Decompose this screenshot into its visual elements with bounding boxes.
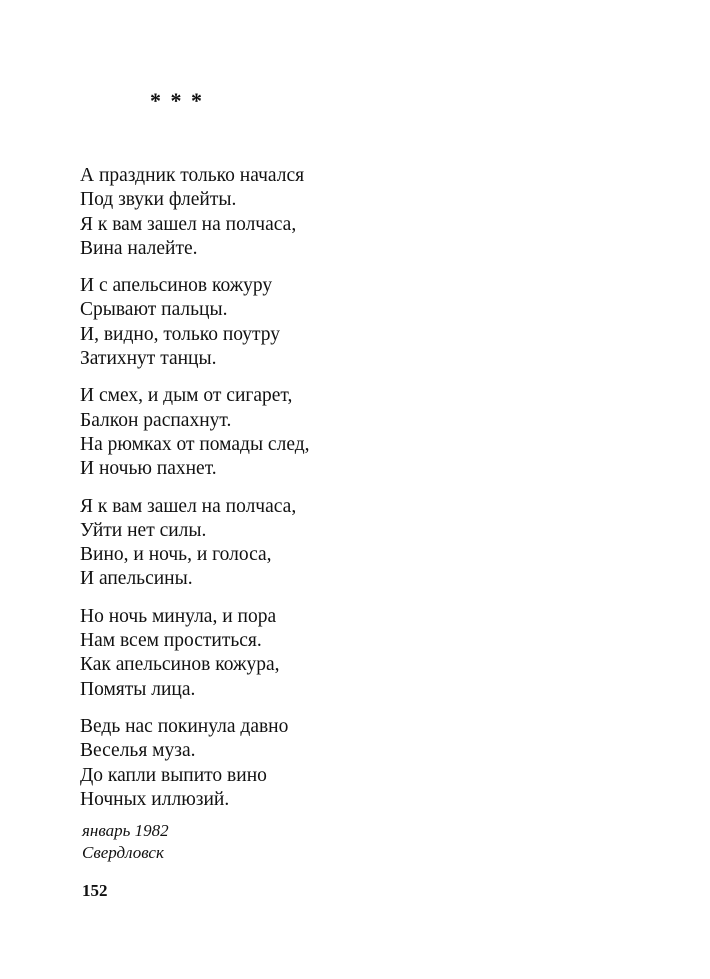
poem-line: Уйти нет силы. [80, 519, 207, 541]
poem-line: Вино, и ночь, и голоса, [80, 544, 272, 566]
poem-line: Балкон распахнут. [80, 409, 232, 431]
stanza-5 [80, 605, 640, 702]
poem-signature [82, 820, 169, 864]
poem-line: И ночью пахнет. [80, 458, 217, 480]
poem-line: Но ночь минула, и пора [80, 605, 277, 627]
stanza-1 [80, 164, 640, 261]
stanza-4 [80, 495, 640, 592]
poem-line: И смех, и дым от сигарет, [80, 385, 293, 407]
poem-line: Срывают пальцы. [80, 299, 228, 321]
poem-line: Как апельсинов кожура, [80, 654, 280, 676]
poem-line: И, видно, только поутру [80, 323, 281, 345]
poem [80, 164, 640, 825]
poem-line: Помяты лица. [80, 678, 196, 700]
poem-line: И апельсины. [80, 568, 193, 590]
signature-date: январь 1982 [82, 821, 169, 840]
poem-line: А праздник только начался [80, 165, 305, 186]
signature-place: Свердловск [82, 843, 164, 862]
poem-line: Я к вам зашел на полчаса, [80, 213, 297, 235]
poem-line: Я к вам зашел на полчаса, [80, 495, 297, 517]
poem-line: До капли выпито вино [80, 764, 267, 786]
poem-line: Нам всем проститься. [80, 630, 262, 652]
poem-line: Веселья муза. [80, 740, 196, 762]
poem-line: Под звуки флейты. [80, 189, 237, 211]
section-asterism: * * * [150, 88, 204, 113]
stanza-3 [80, 384, 640, 481]
poem-line: Вина налейте. [80, 237, 198, 259]
stanza-6 [80, 715, 640, 812]
poem-line: И с апельсинов кожуру [80, 275, 273, 297]
poem-line: На рюмках от помады след, [80, 433, 310, 455]
poem-line: Ночных иллюзий. [80, 788, 230, 810]
poem-line: Затихнут танцы. [80, 348, 217, 370]
stanza-2 [80, 274, 640, 371]
page-number: 152 [82, 881, 108, 900]
poem-line: Ведь нас покинула давно [80, 715, 289, 737]
